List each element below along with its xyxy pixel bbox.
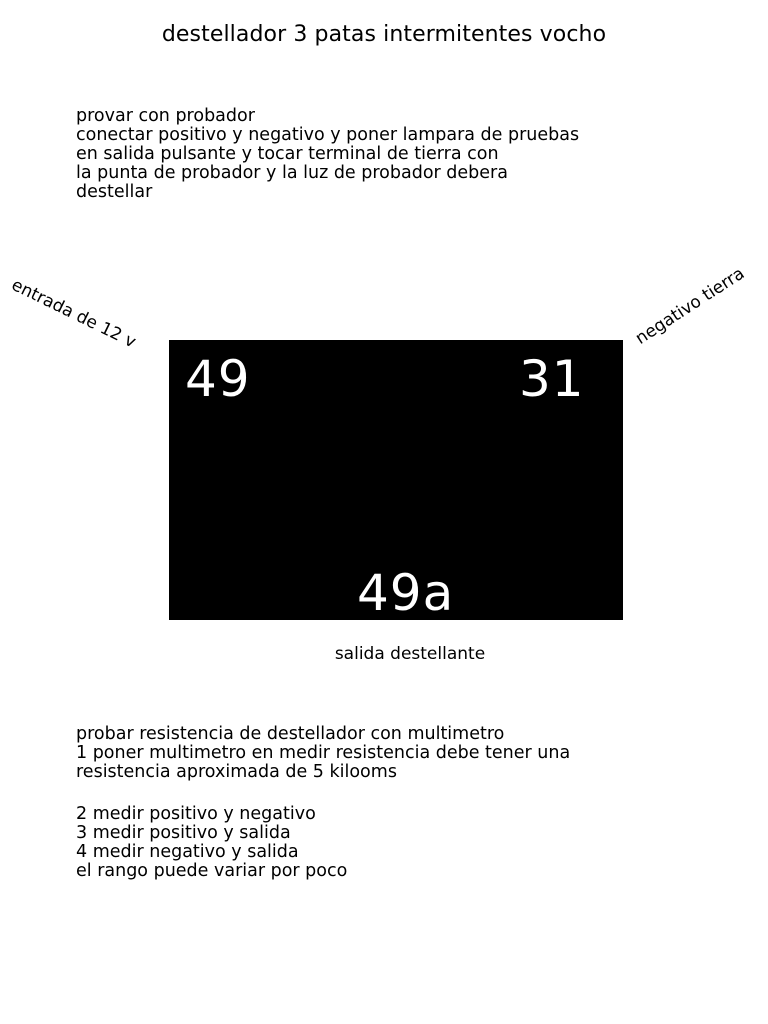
step-line: 3 medir positivo y salida <box>76 823 291 843</box>
step-line: el rango puede variar por poco <box>76 861 348 881</box>
flasher-relay-box <box>169 340 623 620</box>
terminal-31: 31 <box>519 350 585 408</box>
measurement-steps <box>76 805 347 881</box>
instruction-line: conectar positivo y negativo y poner lampara de pruebas <box>76 125 580 145</box>
terminal-49a: 49a <box>357 564 455 622</box>
step-line: 4 medir negativo y salida <box>76 842 299 862</box>
instruction-line: 1 poner multimetro en medir resistencia debe tener una <box>76 743 571 763</box>
terminal-49: 49 <box>185 350 251 408</box>
ground-terminal-label: negativo tierra <box>632 263 749 349</box>
input-terminal-label: entrada de 12 v <box>8 275 139 353</box>
output-terminal-label: salida destellante <box>334 644 486 664</box>
instruction-line: en salida pulsante y tocar terminal de tierra con <box>76 144 499 164</box>
step-line: 2 medir positivo y negativo <box>76 804 316 824</box>
instruction-line: probar resistencia de destellador con multimetro <box>76 724 505 744</box>
page-title: destellador 3 patas intermitentes vocho <box>161 22 607 47</box>
instruction-line: destellar <box>76 182 153 202</box>
multimeter-instructions <box>76 725 570 782</box>
test-light-instructions <box>76 107 579 202</box>
instruction-line: provar con probador <box>76 106 255 126</box>
instruction-line: la punta de probador y la luz de probador debera <box>76 163 508 183</box>
instruction-line: resistencia aproximada de 5 kilooms <box>76 762 397 782</box>
